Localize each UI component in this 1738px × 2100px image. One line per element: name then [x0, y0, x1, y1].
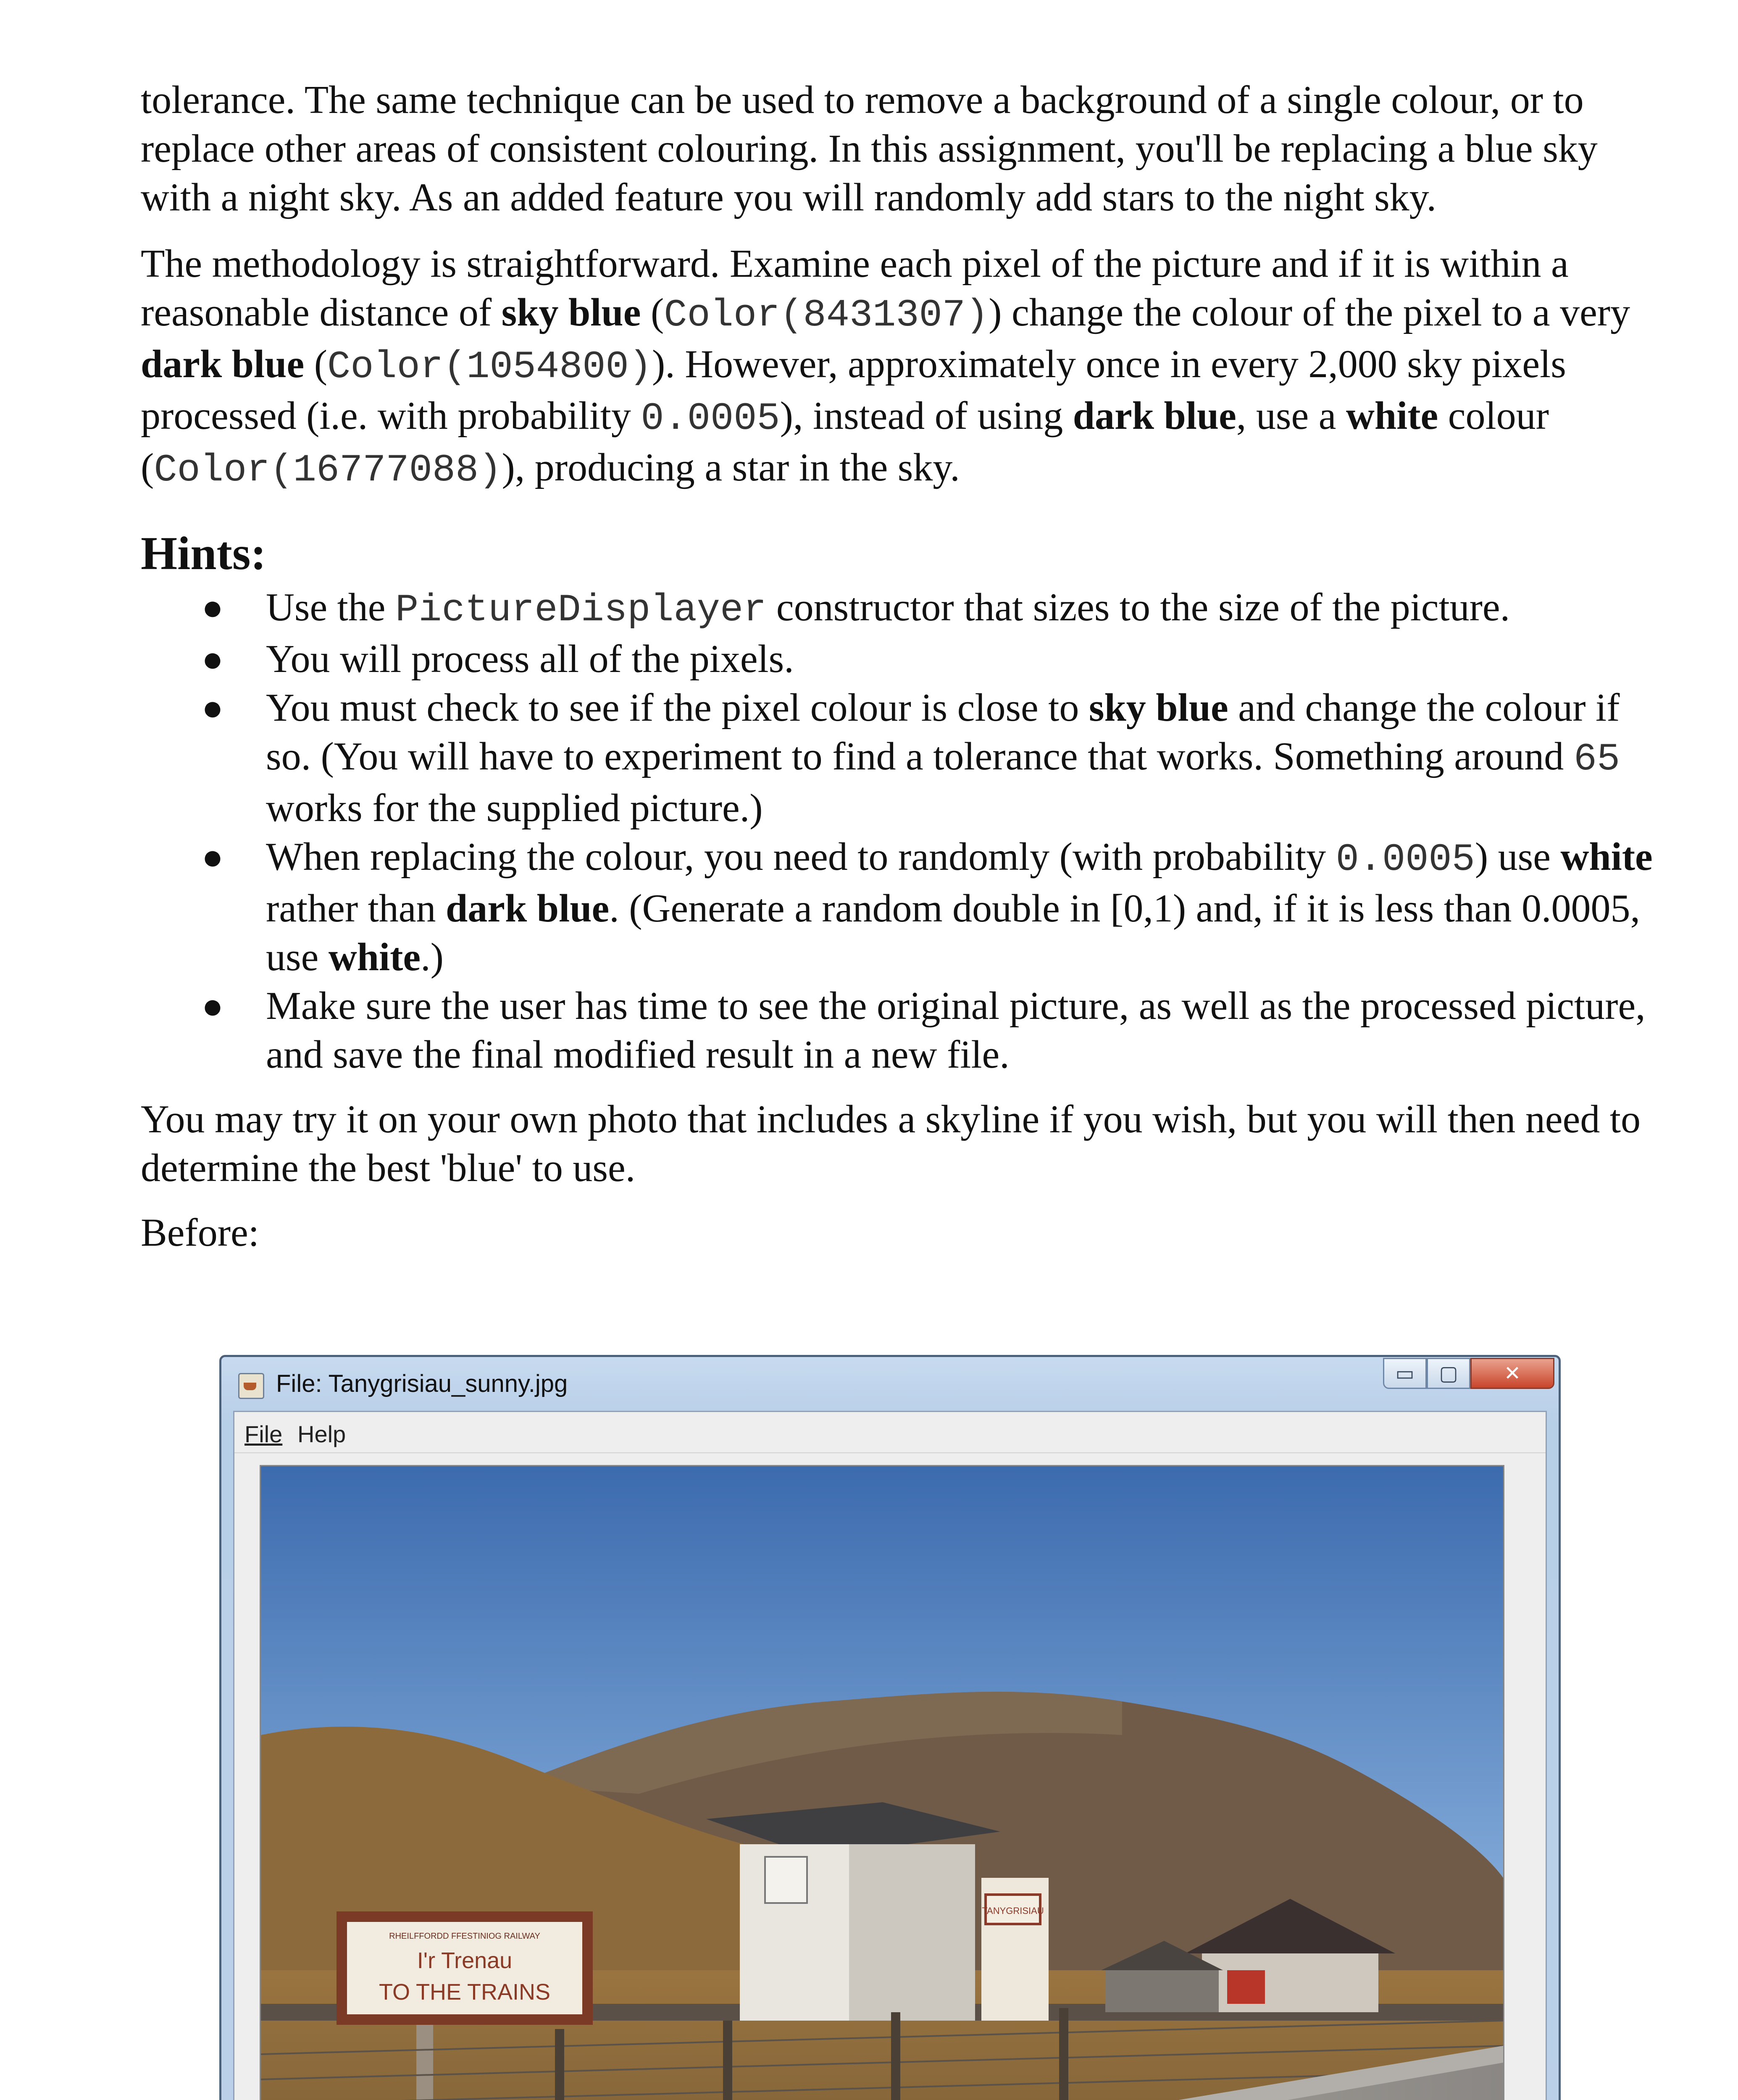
code-white: Color(16777088) [154, 448, 502, 492]
bold-white: white [328, 935, 421, 979]
text-block [141, 76, 1653, 1257]
text-run: works for the supplied picture.) [266, 786, 763, 830]
maximize-button[interactable]: ▢ [1427, 1358, 1470, 1389]
hints-heading: Hints: [141, 528, 266, 580]
cottage-door [1227, 1970, 1265, 2004]
sign-post [416, 2025, 433, 2100]
text-run: ( [641, 291, 664, 334]
text-run: Make sure the user has time to see the original picture, as well as the processed picture, and save the final modified result in a new file. [266, 984, 1646, 1076]
text-run: ) change the colour of the pixel to a very [989, 291, 1630, 334]
text-run: You must check to see if the pixel colour is close to [266, 686, 1089, 730]
text-run: The methodology is straightforward. Examine each pixel of the picture and if it is within a reasonable distance of [141, 242, 1569, 334]
sign-line-1: RHEILFFORDD FFESTINIOG RAILWAY [389, 1932, 540, 1941]
text-run: , use a [1236, 394, 1346, 438]
paragraph-intro: tolerance. The same technique can be used to remove a background of a single colour, or to replace other areas of consistent colouring. In this assignment, you'll be replacing a blue sky with a night sky. As an added feature you will randomly add stars to the night sky. [141, 78, 1598, 219]
paragraph-methodology [141, 239, 1653, 495]
bold-sky-blue: sky blue [1089, 686, 1228, 730]
text-run: ). However, approximately once in every 2,000 sky pixels processed (i.e. with probability [141, 342, 1566, 438]
menu-bar [234, 1412, 1546, 1453]
shed-wall [1105, 1970, 1219, 2012]
bold-white: white [1560, 835, 1653, 879]
code-dark-blue: Color(1054800) [327, 345, 652, 389]
hints-list [141, 583, 1653, 1079]
picture-window [219, 1355, 1561, 2100]
sign-line-2: I'r Trenau [417, 1948, 513, 1973]
text-run: ) use [1475, 835, 1561, 879]
code-sky-blue: Color(8431307) [664, 293, 989, 337]
sign-line-3: TO THE TRAINS [379, 1979, 551, 2005]
minimize-button[interactable]: ▭ [1383, 1358, 1427, 1389]
bold-dark-blue: dark blue [446, 887, 610, 930]
code-tolerance: 65 [1573, 737, 1620, 781]
text-run: constructor that sizes to the size of the picture. [766, 585, 1510, 629]
title-bar[interactable] [221, 1357, 1559, 1407]
bold-sky-blue: sky blue [501, 291, 641, 334]
before-label: Before: [141, 1211, 259, 1255]
text-run: . (Generate a random double in [0,1) and, if it is less than 0.0005, use [266, 887, 1641, 979]
text-run: When replacing the colour, you need to randomly (with probability [266, 835, 1336, 879]
station-sign-text: TANYGRISIAU [982, 1906, 1044, 1916]
landscape-photo [261, 1466, 1503, 2100]
bold-white: white [1346, 394, 1438, 438]
window-client-area [233, 1411, 1547, 2100]
bullet-icon: ● [202, 837, 223, 877]
close-button[interactable]: ✕ [1470, 1358, 1554, 1389]
text-run: .) [421, 935, 444, 979]
text-run: ), producing a star in the sky. [502, 446, 960, 489]
picture-display [260, 1465, 1504, 2100]
menu-help[interactable]: Help [297, 1421, 346, 1447]
menu-file[interactable]: File [245, 1421, 283, 1447]
bullet-icon: ● [202, 986, 223, 1026]
paragraph-own-photo: You may try it on your own photo that includes a skyline if you wish, but you will then need to determine the best 'blue' to use. [141, 1097, 1641, 1190]
window-title: File: Tanygrisiau_sunny.jpg [276, 1370, 568, 1397]
bullet-icon: ● [202, 587, 223, 627]
text-run: colour ( [141, 394, 1549, 489]
code-probability: 0.0005 [641, 396, 780, 441]
bold-dark-blue: dark blue [1073, 394, 1236, 438]
hint-item [141, 635, 1653, 683]
bold-dark-blue: dark blue [141, 342, 305, 386]
notice-board [765, 1857, 807, 1903]
code-probability: 0.0005 [1336, 837, 1475, 882]
bullet-icon: ● [202, 639, 223, 679]
text-run: ( [304, 342, 327, 386]
text-run: rather than [266, 887, 446, 930]
window-controls [1383, 1358, 1554, 1391]
code-picture-displayer: PictureDisplayer [395, 588, 767, 632]
bullet-icon: ● [202, 688, 223, 728]
hint-item [141, 683, 1653, 832]
hint-item [141, 982, 1653, 1079]
hint-item [141, 832, 1653, 982]
text-run: You will process all of the pixels. [266, 637, 794, 681]
shelter-side [849, 1844, 975, 2021]
text-run: and change the colour if so. (You will have to experiment to find a tolerance that works. Something around [266, 686, 1620, 778]
hint-item [141, 583, 1653, 635]
text-run: Use the [266, 585, 396, 629]
java-app-icon [238, 1373, 264, 1399]
text-run: ), instead of using [780, 394, 1073, 438]
